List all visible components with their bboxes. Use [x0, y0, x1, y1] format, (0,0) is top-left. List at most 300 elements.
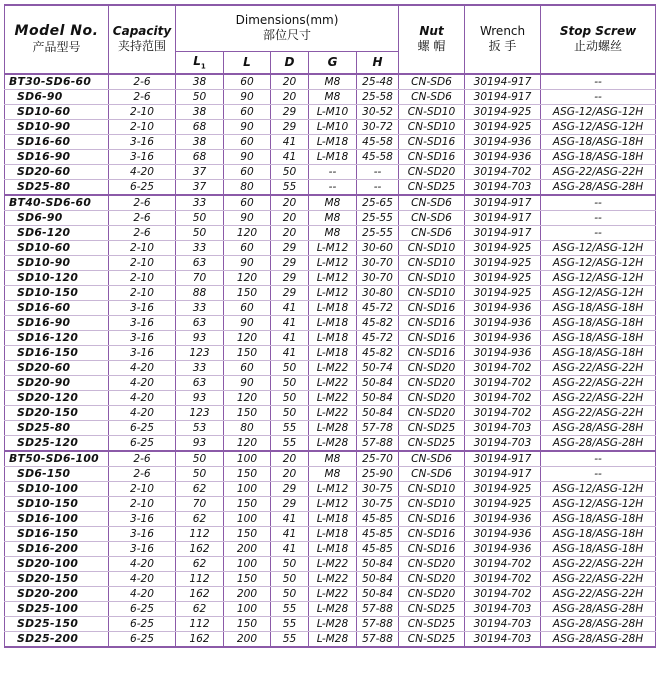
- model-cell: BT30-SD6-60: [5, 74, 109, 90]
- g-cell: L-M12: [309, 270, 357, 285]
- table-row: [5, 179, 656, 195]
- d-cell: 50: [271, 586, 309, 601]
- nut-cell: CN-SD16: [399, 526, 465, 541]
- l-cell: 60: [224, 240, 271, 255]
- d-cell: 41: [271, 330, 309, 345]
- h-cell: 25-90: [357, 466, 399, 481]
- l-cell: 60: [224, 104, 271, 119]
- h-cell: 30-72: [357, 119, 399, 134]
- d-cell: 29: [271, 496, 309, 511]
- h-cell: 45-72: [357, 300, 399, 315]
- h-cell: 50-84: [357, 405, 399, 420]
- h-cell: 25-58: [357, 89, 399, 104]
- l-cell: 60: [224, 195, 271, 211]
- h-cell: 30-80: [357, 285, 399, 300]
- g-cell: L-M18: [309, 511, 357, 526]
- table-row: [5, 134, 656, 149]
- d-cell: 41: [271, 134, 309, 149]
- d-cell: 41: [271, 526, 309, 541]
- nut-cell: CN-SD20: [399, 586, 465, 601]
- nut-cell: CN-SD10: [399, 496, 465, 511]
- capacity-cell: 2-10: [109, 496, 176, 511]
- table-row: [5, 435, 656, 451]
- model-cell: SD6-150: [5, 466, 109, 481]
- table-row: [5, 481, 656, 496]
- l1-cell: 112: [176, 616, 224, 631]
- nut-cell: CN-SD10: [399, 104, 465, 119]
- l1-cell: 162: [176, 631, 224, 647]
- h-cell: 57-88: [357, 631, 399, 647]
- nut-cell: CN-SD6: [399, 89, 465, 104]
- stop-screw-cell: ASG-22/ASG-22H: [541, 556, 656, 571]
- g-cell: L-M12: [309, 240, 357, 255]
- l1-cell: 33: [176, 360, 224, 375]
- g-cell: L-M18: [309, 541, 357, 556]
- g-cell: L-M28: [309, 631, 357, 647]
- l-cell: 120: [224, 270, 271, 285]
- capacity-cell: 6-25: [109, 616, 176, 631]
- capacity-cell: 3-16: [109, 134, 176, 149]
- model-cell: SD20-60: [5, 360, 109, 375]
- table-row: [5, 451, 656, 467]
- model-cell: SD10-90: [5, 119, 109, 134]
- d-cell: 41: [271, 541, 309, 556]
- l1-cell: 33: [176, 300, 224, 315]
- stop-screw-cell: ASG-12/ASG-12H: [541, 270, 656, 285]
- h-cell: 45-82: [357, 315, 399, 330]
- l-cell: 120: [224, 225, 271, 240]
- stop-screw-cell: ASG-12/ASG-12H: [541, 255, 656, 270]
- model-cell: SD20-90: [5, 375, 109, 390]
- l-cell: 60: [224, 300, 271, 315]
- wrench-cell: 30194-702: [465, 405, 541, 420]
- table-row: [5, 330, 656, 345]
- l1-cell: 37: [176, 179, 224, 195]
- d-cell: 55: [271, 435, 309, 451]
- nut-cell: CN-SD10: [399, 119, 465, 134]
- table-row: [5, 300, 656, 315]
- wrench-header-zh: 扳 手: [488, 39, 517, 54]
- stop-screw-cell: ASG-22/ASG-22H: [541, 571, 656, 586]
- wrench-cell: 30194-917: [465, 210, 541, 225]
- nut-cell: CN-SD20: [399, 556, 465, 571]
- l1-cell: 33: [176, 195, 224, 211]
- d-cell: 29: [271, 240, 309, 255]
- table-row: [5, 164, 656, 179]
- l-cell: 100: [224, 481, 271, 496]
- model-cell: SD10-60: [5, 104, 109, 119]
- capacity-cell: 3-16: [109, 511, 176, 526]
- g-cell: L-M22: [309, 571, 357, 586]
- l1-cell: 70: [176, 270, 224, 285]
- h-cell: 45-85: [357, 511, 399, 526]
- capacity-cell: 4-20: [109, 360, 176, 375]
- stop-screw-cell: ASG-28/ASG-28H: [541, 435, 656, 451]
- model-cell: SD25-100: [5, 601, 109, 616]
- wrench-cell: 30194-925: [465, 119, 541, 134]
- l-cell: 90: [224, 119, 271, 134]
- model-cell: SD16-60: [5, 134, 109, 149]
- wrench-cell: 30194-917: [465, 74, 541, 90]
- nut-cell: CN-SD10: [399, 481, 465, 496]
- wrench-cell: 30194-936: [465, 511, 541, 526]
- wrench-cell: 30194-936: [465, 149, 541, 164]
- l-cell: 80: [224, 179, 271, 195]
- g-cell: --: [309, 179, 357, 195]
- g-cell: L-M28: [309, 601, 357, 616]
- l-cell: 100: [224, 451, 271, 467]
- g-cell: M8: [309, 74, 357, 90]
- stop-screw-cell: ASG-18/ASG-18H: [541, 330, 656, 345]
- l1-cell: 50: [176, 89, 224, 104]
- capacity-cell: 4-20: [109, 375, 176, 390]
- table-row: [5, 375, 656, 390]
- l-cell: 90: [224, 149, 271, 164]
- model-cell: SD10-100: [5, 481, 109, 496]
- h-cell: 45-82: [357, 345, 399, 360]
- l-cell: 100: [224, 511, 271, 526]
- d-cell: 41: [271, 315, 309, 330]
- wrench-cell: 30194-703: [465, 616, 541, 631]
- wrench-cell: 30194-925: [465, 496, 541, 511]
- model-cell: SD16-100: [5, 511, 109, 526]
- model-cell: SD16-150: [5, 345, 109, 360]
- g-cell: L-M18: [309, 345, 357, 360]
- g-cell: L-M22: [309, 375, 357, 390]
- l-cell: 150: [224, 616, 271, 631]
- table-row: [5, 420, 656, 435]
- table-row: [5, 390, 656, 405]
- d-cell: 55: [271, 631, 309, 647]
- h-cell: 30-75: [357, 481, 399, 496]
- l-cell: 90: [224, 210, 271, 225]
- l-cell: 60: [224, 134, 271, 149]
- stop-screw-cell: --: [541, 225, 656, 240]
- l-cell: 100: [224, 601, 271, 616]
- d-cell: 55: [271, 179, 309, 195]
- g-cell: L-M12: [309, 255, 357, 270]
- nut-cell: CN-SD16: [399, 149, 465, 164]
- wrench-cell: 30194-936: [465, 526, 541, 541]
- l1-cell: 93: [176, 330, 224, 345]
- wrench-cell: 30194-917: [465, 466, 541, 481]
- wrench-cell: 30194-925: [465, 270, 541, 285]
- capacity-cell: 6-25: [109, 420, 176, 435]
- table-row: [5, 255, 656, 270]
- h-cell: 30-75: [357, 496, 399, 511]
- nut-cell: CN-SD20: [399, 360, 465, 375]
- model-cell: SD25-120: [5, 435, 109, 451]
- d-cell: 41: [271, 149, 309, 164]
- nut-header-en: Nut: [419, 24, 444, 39]
- capacity-cell: 4-20: [109, 164, 176, 179]
- capacity-cell: 3-16: [109, 541, 176, 556]
- nut-cell: CN-SD6: [399, 451, 465, 467]
- stop-screw-cell: ASG-12/ASG-12H: [541, 481, 656, 496]
- l-cell: 80: [224, 420, 271, 435]
- l-cell: 150: [224, 496, 271, 511]
- g-cell: L-M10: [309, 104, 357, 119]
- h-cell: --: [357, 179, 399, 195]
- l-cell: 150: [224, 526, 271, 541]
- d-cell: 29: [271, 119, 309, 134]
- l-cell: 200: [224, 541, 271, 556]
- nut-cell: CN-SD10: [399, 285, 465, 300]
- l-cell: 120: [224, 390, 271, 405]
- stop-screw-cell: --: [541, 195, 656, 211]
- table-row: [5, 586, 656, 601]
- h-cell: 57-78: [357, 420, 399, 435]
- d-cell: 20: [271, 466, 309, 481]
- table-row: [5, 496, 656, 511]
- stop-screw-cell: ASG-22/ASG-22H: [541, 390, 656, 405]
- l-cell: 150: [224, 285, 271, 300]
- table-row: [5, 104, 656, 119]
- model-cell: BT50-SD6-100: [5, 451, 109, 467]
- g-cell: L-M28: [309, 420, 357, 435]
- spec-table-container: [4, 4, 655, 648]
- capacity-cell: 2-10: [109, 119, 176, 134]
- wrench-cell: 30194-703: [465, 631, 541, 647]
- stop-screw-header-en: Stop Screw: [559, 24, 637, 39]
- capacity-cell: 2-10: [109, 481, 176, 496]
- wrench-cell: 30194-936: [465, 134, 541, 149]
- g-cell: L-M22: [309, 556, 357, 571]
- nut-cell: CN-SD20: [399, 164, 465, 179]
- l1-cell: 50: [176, 225, 224, 240]
- d-cell: 29: [271, 481, 309, 496]
- capacity-cell: 4-20: [109, 390, 176, 405]
- l-cell: 150: [224, 345, 271, 360]
- stop-screw-cell: --: [541, 466, 656, 481]
- l1-cell: 38: [176, 74, 224, 90]
- h-cell: 25-48: [357, 74, 399, 90]
- wrench-cell: 30194-702: [465, 556, 541, 571]
- h-cell: 25-65: [357, 195, 399, 211]
- wrench-header-en: Wrench: [479, 24, 526, 39]
- stop-screw-cell: ASG-28/ASG-28H: [541, 616, 656, 631]
- l1-cell: 162: [176, 586, 224, 601]
- stop-screw-cell: ASG-12/ASG-12H: [541, 285, 656, 300]
- h-cell: 50-84: [357, 586, 399, 601]
- stop-screw-cell: ASG-22/ASG-22H: [541, 586, 656, 601]
- l1-cell: 162: [176, 541, 224, 556]
- stop-screw-cell: ASG-18/ASG-18H: [541, 315, 656, 330]
- capacity-cell: 2-6: [109, 210, 176, 225]
- table-row: [5, 315, 656, 330]
- l1-cell: 63: [176, 375, 224, 390]
- capacity-header-zh: 夹持范围: [117, 39, 166, 54]
- table-row: [5, 89, 656, 104]
- g-cell: L-M12: [309, 496, 357, 511]
- table-row: [5, 511, 656, 526]
- model-cell: SD6-90: [5, 89, 109, 104]
- dim-l1-label: L: [193, 53, 201, 68]
- l-cell: 150: [224, 405, 271, 420]
- model-header-en: Model No.: [14, 23, 99, 40]
- d-cell: 29: [271, 270, 309, 285]
- model-cell: SD20-150: [5, 571, 109, 586]
- stop-screw-cell: --: [541, 89, 656, 104]
- model-cell: SD16-60: [5, 300, 109, 315]
- model-cell: BT40-SD6-60: [5, 195, 109, 211]
- stop-screw-cell: ASG-28/ASG-28H: [541, 601, 656, 616]
- stop-screw-cell: ASG-18/ASG-18H: [541, 149, 656, 164]
- g-cell: L-M18: [309, 134, 357, 149]
- g-cell: M8: [309, 451, 357, 467]
- wrench-cell: 30194-702: [465, 586, 541, 601]
- l-cell: 150: [224, 466, 271, 481]
- h-cell: 30-70: [357, 270, 399, 285]
- d-cell: 55: [271, 420, 309, 435]
- stop-screw-cell: ASG-18/ASG-18H: [541, 511, 656, 526]
- wrench-cell: 30194-917: [465, 195, 541, 211]
- d-cell: 50: [271, 390, 309, 405]
- table-row: [5, 240, 656, 255]
- stop-screw-cell: --: [541, 74, 656, 90]
- capacity-cell: 2-6: [109, 74, 176, 90]
- table-row: [5, 74, 656, 90]
- l-cell: 200: [224, 631, 271, 647]
- wrench-cell: 30194-702: [465, 375, 541, 390]
- h-cell: 30-52: [357, 104, 399, 119]
- wrench-cell: 30194-703: [465, 601, 541, 616]
- table-row: [5, 285, 656, 300]
- wrench-cell: 30194-703: [465, 179, 541, 195]
- nut-cell: CN-SD25: [399, 179, 465, 195]
- l1-cell: 38: [176, 134, 224, 149]
- nut-cell: CN-SD16: [399, 330, 465, 345]
- l1-cell: 62: [176, 481, 224, 496]
- capacity-cell: 3-16: [109, 526, 176, 541]
- model-cell: SD20-150: [5, 405, 109, 420]
- table-row: [5, 210, 656, 225]
- h-cell: 30-60: [357, 240, 399, 255]
- g-cell: L-M28: [309, 616, 357, 631]
- table-row: [5, 466, 656, 481]
- dim-l1-subscript: 1: [200, 62, 206, 71]
- table-row: [5, 225, 656, 240]
- dimensions-header: [176, 5, 399, 51]
- model-header-zh: 产品型号: [32, 40, 81, 55]
- wrench-cell: 30194-925: [465, 285, 541, 300]
- dimensions-header-en: Dimensions(mm): [235, 13, 339, 28]
- stop-screw-cell: ASG-12/ASG-12H: [541, 119, 656, 134]
- capacity-cell: 2-10: [109, 285, 176, 300]
- wrench-cell: 30194-936: [465, 330, 541, 345]
- nut-cell: CN-SD20: [399, 390, 465, 405]
- nut-cell: CN-SD16: [399, 541, 465, 556]
- d-cell: 50: [271, 405, 309, 420]
- capacity-cell: 2-10: [109, 255, 176, 270]
- g-cell: L-M28: [309, 435, 357, 451]
- l1-cell: 123: [176, 405, 224, 420]
- l1-cell: 70: [176, 496, 224, 511]
- nut-cell: CN-SD16: [399, 345, 465, 360]
- table-row: [5, 149, 656, 164]
- stop-screw-cell: --: [541, 210, 656, 225]
- model-cell: SD16-120: [5, 330, 109, 345]
- h-cell: 45-85: [357, 526, 399, 541]
- stop-screw-header: [541, 5, 656, 74]
- l1-cell: 112: [176, 526, 224, 541]
- wrench-cell: 30194-936: [465, 315, 541, 330]
- wrench-cell: 30194-702: [465, 360, 541, 375]
- wrench-header: [465, 5, 541, 74]
- model-cell: SD20-120: [5, 390, 109, 405]
- stop-screw-cell: ASG-28/ASG-28H: [541, 631, 656, 647]
- d-cell: 20: [271, 210, 309, 225]
- capacity-cell: 6-25: [109, 435, 176, 451]
- stop-screw-cell: ASG-28/ASG-28H: [541, 420, 656, 435]
- g-cell: L-M18: [309, 526, 357, 541]
- dimensions-header-zh: 部位尺寸: [263, 28, 312, 43]
- model-cell: SD16-90: [5, 315, 109, 330]
- capacity-cell: 2-6: [109, 89, 176, 104]
- l1-cell: 62: [176, 601, 224, 616]
- stop-screw-cell: ASG-18/ASG-18H: [541, 300, 656, 315]
- d-cell: 20: [271, 74, 309, 90]
- nut-cell: CN-SD20: [399, 375, 465, 390]
- table-row: [5, 119, 656, 134]
- wrench-cell: 30194-703: [465, 420, 541, 435]
- dim-g-header: G: [309, 51, 357, 74]
- l1-cell: 68: [176, 119, 224, 134]
- model-cell: SD25-80: [5, 420, 109, 435]
- capacity-cell: 2-6: [109, 225, 176, 240]
- capacity-header-en: Capacity: [112, 24, 172, 39]
- capacity-header: [109, 5, 176, 74]
- h-cell: 57-88: [357, 601, 399, 616]
- h-cell: 57-88: [357, 616, 399, 631]
- d-cell: 55: [271, 616, 309, 631]
- table-header: [5, 5, 656, 74]
- stop-screw-cell: ASG-22/ASG-22H: [541, 164, 656, 179]
- l1-cell: 37: [176, 164, 224, 179]
- model-cell: SD10-90: [5, 255, 109, 270]
- wrench-cell: 30194-925: [465, 481, 541, 496]
- l1-cell: 53: [176, 420, 224, 435]
- nut-header-zh: 螺 帽: [417, 39, 446, 54]
- l-cell: 60: [224, 360, 271, 375]
- table-row: [5, 601, 656, 616]
- stop-screw-cell: ASG-28/ASG-28H: [541, 179, 656, 195]
- l-cell: 90: [224, 375, 271, 390]
- capacity-cell: 3-16: [109, 315, 176, 330]
- d-cell: 55: [271, 601, 309, 616]
- model-cell: SD16-90: [5, 149, 109, 164]
- stop-screw-cell: ASG-22/ASG-22H: [541, 375, 656, 390]
- g-cell: L-M18: [309, 149, 357, 164]
- wrench-cell: 30194-917: [465, 225, 541, 240]
- l-cell: 60: [224, 164, 271, 179]
- d-cell: 50: [271, 375, 309, 390]
- nut-cell: CN-SD25: [399, 601, 465, 616]
- model-cell: SD10-150: [5, 496, 109, 511]
- nut-cell: CN-SD10: [399, 270, 465, 285]
- nut-cell: CN-SD25: [399, 631, 465, 647]
- d-cell: 41: [271, 300, 309, 315]
- nut-cell: CN-SD10: [399, 255, 465, 270]
- d-cell: 29: [271, 104, 309, 119]
- d-cell: 29: [271, 285, 309, 300]
- dim-d-header: D: [271, 51, 309, 74]
- g-cell: M8: [309, 195, 357, 211]
- g-cell: --: [309, 164, 357, 179]
- capacity-cell: 4-20: [109, 556, 176, 571]
- d-cell: 50: [271, 164, 309, 179]
- g-cell: M8: [309, 89, 357, 104]
